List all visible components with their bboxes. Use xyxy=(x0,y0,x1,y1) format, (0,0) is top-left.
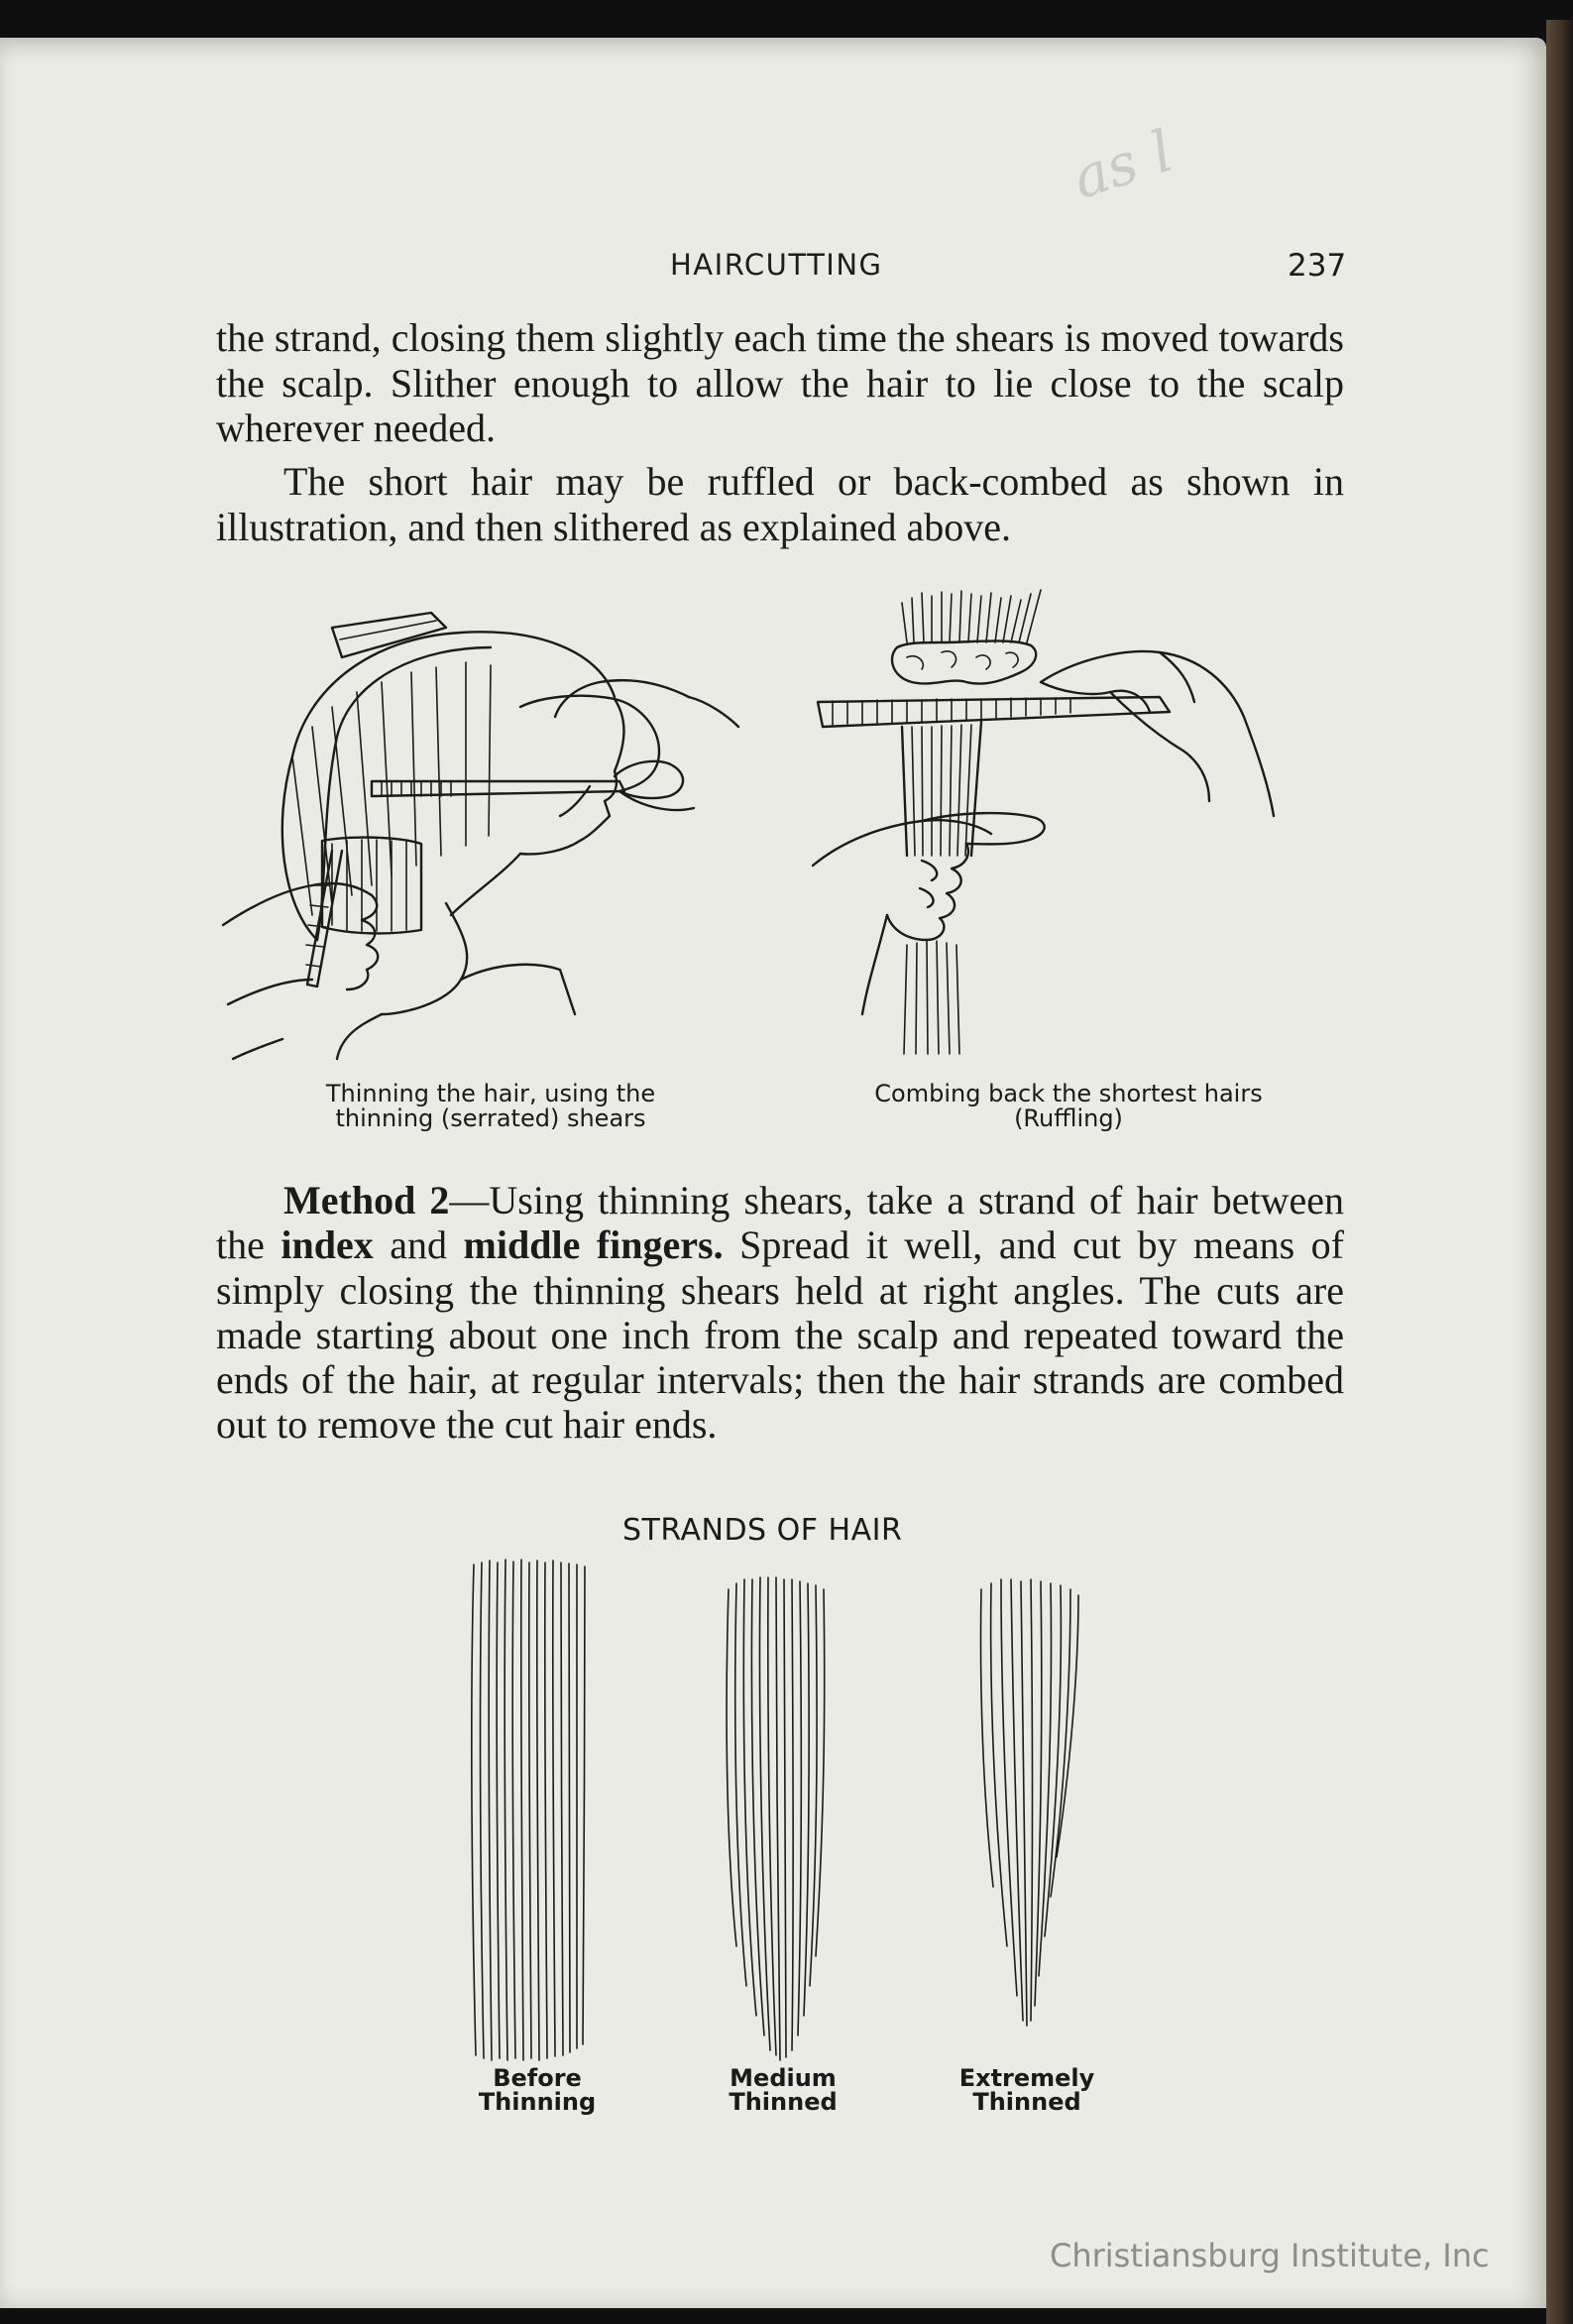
pencil-annotation: as l xyxy=(1064,117,1181,212)
caption-line: (Ruffling) xyxy=(1014,1104,1123,1132)
caption-line: Thinning the hair, using the xyxy=(325,1080,656,1107)
strand-label-medium-thinned xyxy=(684,2066,882,2114)
strand-medium-thinned-illustration xyxy=(719,1569,857,2085)
strand-label-extremely-thinned xyxy=(928,2066,1126,2114)
watermark: Christiansburg Institute, Inc xyxy=(1050,2237,1490,2274)
bold-term-middle-fingers: middle fingers. xyxy=(463,1222,724,1268)
running-head: HAIRCUTTING xyxy=(670,248,883,282)
strand-label-line: Thinning xyxy=(478,2088,597,2116)
bold-term-index: index xyxy=(281,1222,374,1268)
ruffling-comb-illustration xyxy=(793,588,1308,1064)
caption-line: thinning (serrated) shears xyxy=(335,1104,646,1132)
strand-label-line: Extremely xyxy=(958,2064,1095,2092)
paragraph-method-2 xyxy=(216,1178,1344,1448)
strand-before-thinning-illustration xyxy=(466,1555,605,2070)
strand-label-line: Thinned xyxy=(972,2088,1081,2116)
method-heading: Method 2 xyxy=(283,1178,450,1222)
page-number: 237 xyxy=(1288,248,1347,284)
caption-ruffling xyxy=(841,1082,1296,1131)
strand-label-line: Medium xyxy=(730,2064,837,2092)
method-text: and xyxy=(373,1222,464,1268)
caption-thinning-shears xyxy=(268,1082,714,1131)
strands-heading: STRANDS OF HAIR xyxy=(622,1513,903,1548)
paragraph-continued: the strand, closing them slightly each time the shears is moved towards the scalp. Slither enough to allow the hair to lie close to the scalp wherever needed. xyxy=(216,315,1344,450)
book-spine-edge xyxy=(1546,20,1573,2324)
strand-label-line: Before xyxy=(493,2064,582,2092)
caption-line: Combing back the shortest hairs xyxy=(874,1080,1263,1107)
method-text: Spread it well, and cut by means of simply closing the thinning shears held at right angles. The cuts are made starting about one inch from the scalp and repeated toward the ends of the hair, at regular intervals; then the hair strands are combed out to remove the cut hair ends. xyxy=(216,1222,1344,1448)
thinning-shears-illustration xyxy=(223,588,738,1064)
strand-extremely-thinned-illustration xyxy=(971,1569,1110,2085)
paragraph-ruffling: The short hair may be ruffled or back-combed as shown in illustration, and then slithered as explained above. xyxy=(216,459,1344,549)
strand-label-line: Thinned xyxy=(729,2088,838,2116)
method-text: —Using thinning shears, take a strand of hair between the xyxy=(216,1178,1344,1268)
strand-label-before-thinning xyxy=(438,2066,636,2114)
book-page xyxy=(0,38,1546,2308)
